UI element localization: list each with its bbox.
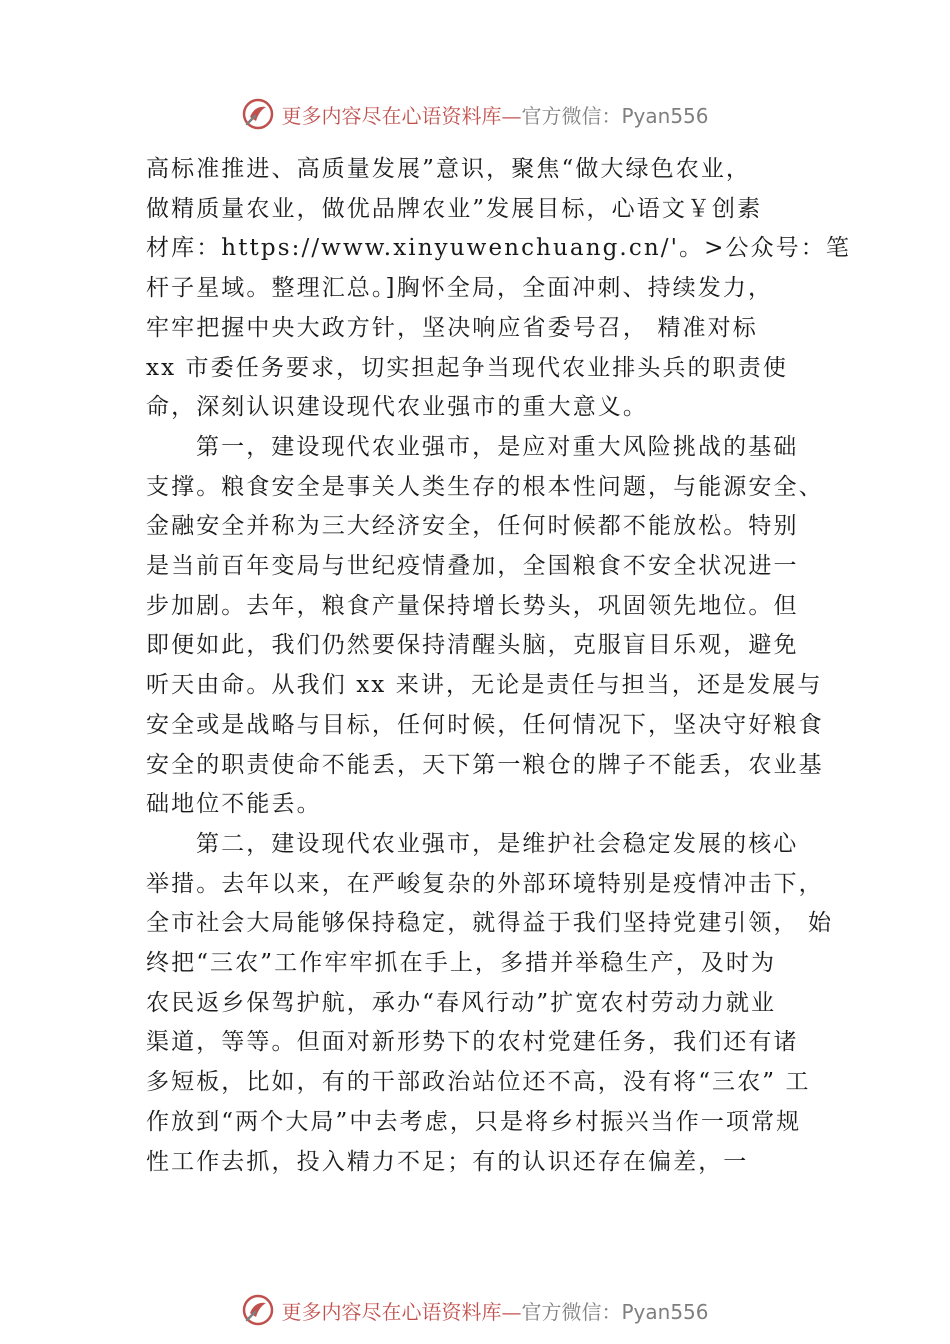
paragraph-2 xyxy=(146,428,824,825)
text-line: 终把“三农”工作牢牢抓在手上，多措并举稳生产，及时为 xyxy=(146,950,777,977)
text-line: 作放到“两个大局”中去考虑，只是将乡村振兴当作一项常规 xyxy=(146,1108,802,1135)
text-line: 材库：https://www.xinyuwenchuang.cn/'。>公众号：笔 xyxy=(146,235,851,262)
footer-separator: — xyxy=(501,1299,522,1324)
header-wechat-id: Pyan556 xyxy=(621,103,709,128)
text-line: 全市社会大局能够保持稳定，就得益于我们坚持党建引领， 始 xyxy=(146,910,834,937)
text-line: 支撑。粮食安全是事关人类生存的根本性问题，与能源安全、 xyxy=(146,473,824,500)
brand-logo-icon xyxy=(241,97,275,131)
text-line: 第二，建设现代农业强市，是维护社会稳定发展的核心 xyxy=(196,830,799,857)
header-banner xyxy=(0,94,950,134)
text-line: 高标准推进、高质量发展”意识，聚焦“做大绿色农业， xyxy=(146,156,752,182)
text-line: 牢牢把握中央大政方针，坚决响应省委号召， 精准对标 xyxy=(146,314,758,341)
text-line: 安全的职责使命不能丢，天下第一粮仓的牌子不能丢，农业基 xyxy=(146,751,824,778)
header-banner-text xyxy=(281,100,708,129)
text-line: 础地位不能丢。 xyxy=(146,791,322,818)
text-line: 第一，建设现代农业强市，是应对重大风险挑战的基础 xyxy=(196,433,799,460)
text-line: 多短板，比如，有的干部政治站位还不高，没有将“三农” 工 xyxy=(146,1069,811,1096)
text-line: 命，深刻认识建设现代农业强市的重大意义。 xyxy=(146,394,648,421)
text-line: 听天由命。从我们 xx 来讲，无论是责任与担当，还是发展与 xyxy=(146,672,823,699)
text-line: xx 市委任务要求，切实担起争当现代农业排头兵的职责使 xyxy=(146,354,788,381)
text-line: 做精质量农业，做优品牌农业”发展目标，心语文￥创素 xyxy=(146,195,763,222)
paragraph-1 xyxy=(146,150,851,428)
paragraph-3 xyxy=(146,825,834,1182)
document-body xyxy=(146,150,851,1182)
text-line: 即便如此，我们仍然要保持清醒头脑，克服盲目乐观，避免 xyxy=(146,632,799,659)
text-line: 农民返乡保驾护航，承办“春风行动”扩宽农村劳动力就业 xyxy=(146,989,777,1016)
brand-logo-icon xyxy=(241,1293,275,1327)
text-line: 安全或是战略与目标，任何时候，任何情况下，坚决守好粮食 xyxy=(146,711,824,738)
header-separator: — xyxy=(501,103,522,128)
text-line: 步加剧。去年，粮食产量保持增长势头，巩固领先地位。但 xyxy=(146,592,799,619)
header-wechat-label: 官方微信： xyxy=(521,103,622,128)
text-line: 金融安全并称为三大经济安全，任何时候都不能放松。特别 xyxy=(146,513,799,540)
text-line: 渠道，等等。但面对新形势下的农村党建任务，我们还有诸 xyxy=(146,1029,799,1056)
footer-wechat-label: 官方微信： xyxy=(521,1299,622,1324)
footer-banner-text xyxy=(281,1296,708,1325)
footer-brand: 更多内容尽在心语资料库 xyxy=(281,1299,502,1324)
text-line: 杆子星域。整理汇总。]胸怀全局，全面冲刺、持续发力， xyxy=(146,275,774,302)
text-line: 性工作去抓，投入精力不足；有的认识还存在偏差，一 xyxy=(146,1148,749,1175)
text-line: 举措。去年以来，在严峻复杂的外部环境特别是疫情冲击下， xyxy=(146,870,824,897)
footer-wechat-id: Pyan556 xyxy=(621,1299,709,1324)
header-brand: 更多内容尽在心语资料库 xyxy=(281,103,502,128)
text-line: 是当前百年变局与世纪疫情叠加，全国粮食不安全状况进一 xyxy=(146,553,799,580)
footer-banner-inner xyxy=(241,1293,708,1327)
footer-banner xyxy=(0,1290,950,1330)
header-banner-inner xyxy=(241,97,708,131)
